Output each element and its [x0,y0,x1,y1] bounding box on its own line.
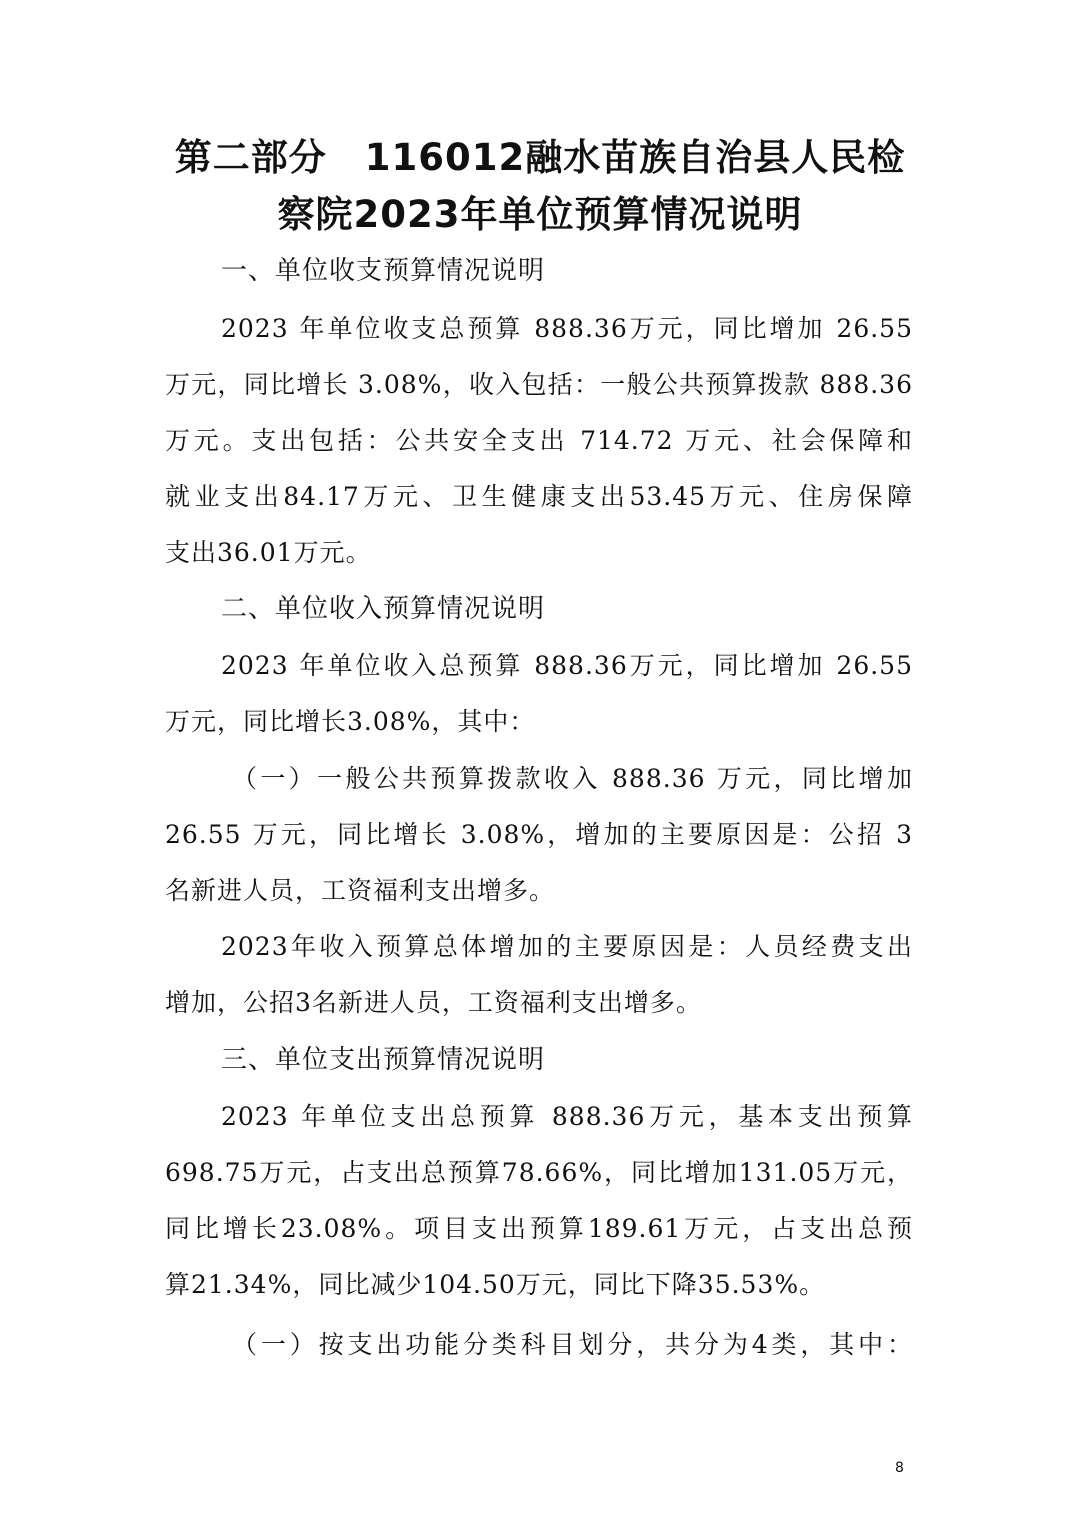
document-title-line-1: 第二部分 116012融水苗族自治县人民检 [174,136,906,179]
section-2-p3-line-2: 增加，公招3名新进人员，工资福利支出增多。 [165,988,702,1017]
document-title-line-2: 察院2023年单位预算情况说明 [277,193,803,236]
section-1-heading: 一、单位收支预算情况说明 [221,256,546,286]
section-1-line-4: 就业支出84.17万元、卫生健康支出53.45万元、住房保障 [165,482,913,511]
section-1-line-3: 万元。支出包括：公共安全支出 714.72 万元、社会保障和 [165,426,913,455]
section-2-p2-line-2: 26.55 万元，同比增长 3.08%，增加的主要原因是：公招 3 [165,820,913,849]
section-2-p3-line-1: 2023年收入预算总体增加的主要原因是：人员经费支出 [221,932,913,961]
section-3-p1-line-2: 698.75万元，占支出总预算78.66%，同比增加131.05万元， [165,1158,913,1187]
page-number: 8 [895,1460,904,1476]
section-1-line-5: 支出36.01万元。 [165,538,372,567]
section-3-heading: 三、单位支出预算情况说明 [221,1045,546,1075]
section-3-p1-line-1: 2023 年单位支出总预算 888.36万元，基本支出预算 [221,1102,913,1131]
section-3-p1-line-3: 同比增长23.08%。项目支出预算189.61万元，占支出总预 [165,1214,913,1243]
section-2-p1-line-1: 2023 年单位收入总预算 888.36万元，同比增加 26.55 [221,651,913,680]
section-1-line-2: 万元，同比增长 3.08%，收入包括：一般公共预算拨款 888.36 [165,370,913,399]
section-1-line-1: 2023 年单位收支总预算 888.36万元，同比增加 26.55 [221,314,913,343]
section-3-p2-line-1: （一）按支出功能分类科目划分，共分为4类，其中： [232,1330,913,1359]
section-2-p1-line-2: 万元，同比增长3.08%，其中： [165,707,536,736]
section-2-heading: 二、单位收入预算情况说明 [221,594,546,624]
section-2-p2-line-1: （一）一般公共预算拨款收入 888.36 万元，同比增加 [232,764,913,793]
section-3-p1-line-4: 算21.34%，同比减少104.50万元，同比下降35.53%。 [165,1270,826,1299]
section-2-p2-line-3: 名新进人员，工资福利支出增多。 [165,876,556,905]
